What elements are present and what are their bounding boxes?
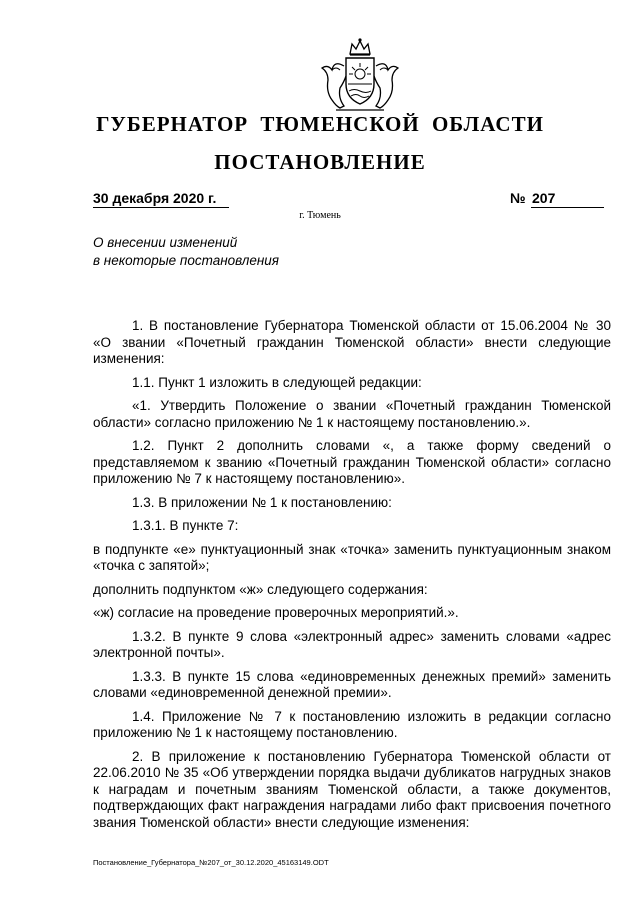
paragraph: 1.4. Приложение № 7 к постановлению изложить в редакции согласно приложению № 1 к настоящему постановлению.	[93, 708, 611, 740]
paragraph: 1.3.3. В пункте 15 слова «единовременных денежных премий» заменить словами «единовременной денежной премии».	[93, 668, 611, 700]
authority-title: ГУБЕРНАТОР ТЮМЕНСКОЙ ОБЛАСТИ	[96, 112, 544, 136]
footer-filename: Постановление_Губернатора_№207_от_30.12.2020_45163149.ODT	[93, 858, 329, 867]
paragraph: 2. В приложение к постановлению Губернатора Тюменской области от 22.06.2010 № 35 «Об утверждении порядка выдачи дубликатов нагрудных знаков к наградам и почетным званиям Тюменской области, а также документов, подтверждающих факт награждения наградами либо факт присвоения почетного звания Тюменской области» внести следующие изменения:	[93, 748, 611, 830]
paragraph: «ж) согласие на проведение проверочных мероприятий.».	[93, 605, 459, 620]
document-body	[93, 318, 611, 838]
paragraph: 1. В постановление Губернатора Тюменской области от 15.06.2004 № 30 «О звании «Почетный гражданин Тюменской области» внести следующие изменения:	[93, 318, 611, 366]
document-subject	[93, 234, 279, 270]
document-city: г. Тюмень	[299, 210, 341, 221]
paragraph: дополнить подпунктом «ж» следующего содержания:	[93, 581, 428, 597]
document-date: 30 декабря 2020 г.	[93, 190, 229, 208]
paragraph: 1.3.1. В пункте 7:	[132, 518, 239, 533]
subject-line-2: в некоторые постановления	[93, 253, 280, 268]
paragraph: «1. Утвердить Положение о звании «Почетный гражданин Тюменской области» согласно приложению № 1 к настоящему постановлению.».	[93, 398, 611, 430]
document-type-title: ПОСТАНОВЛЕНИЕ	[214, 150, 426, 174]
paragraph: 1.2. Пункт 2 дополнить словами «, а также форму сведений о представляемом к званию «Почетный гражданин Тюменской области» согласно приложению № 7 к настоящему постановлению».	[93, 438, 611, 486]
paragraph: 1.1. Пункт 1 изложить в следующей редакции:	[132, 374, 422, 390]
coat-of-arms-icon	[318, 36, 402, 116]
document-number: 207	[531, 190, 604, 208]
paragraph: в подпункте «е» пунктуационный знак «точка» заменить пунктуационным знаком «точка с запятой»;	[93, 541, 611, 573]
paragraph: 1.3.2. В пункте 9 слова «электронный адрес» заменить словами «адрес электронной почты».	[93, 628, 611, 660]
document-number-label: №	[510, 190, 526, 206]
subject-line-1: О внесении изменений	[93, 235, 238, 250]
paragraph: 1.3. В приложении № 1 к постановлению:	[132, 494, 392, 510]
